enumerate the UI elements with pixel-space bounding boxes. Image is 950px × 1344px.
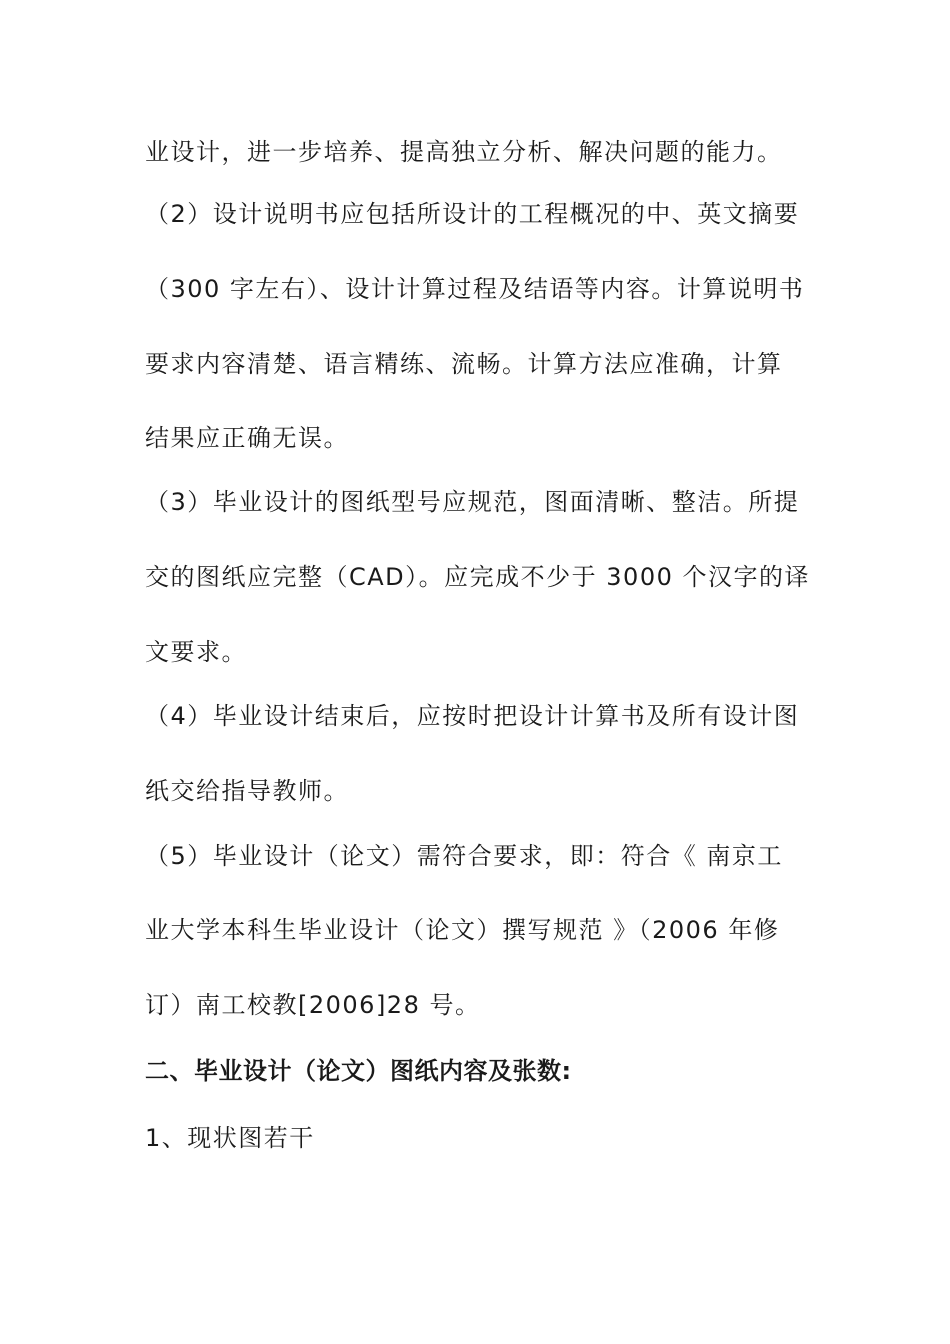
paragraph-5-line-1: （5）毕业设计（论文）需符合要求，即：符合《 南京工	[145, 842, 783, 870]
paragraph-3-line-1: （3）毕业设计的图纸型号应规范，图面清晰、整洁。所提	[145, 488, 800, 516]
paragraph-2-line-2: （300 字左右）、设计计算过程及结语等内容。计算说明书	[145, 275, 805, 303]
list-item-1: 1、现状图若干	[145, 1124, 315, 1152]
paragraph-4-line-2: 纸交给指导教师。	[145, 777, 349, 805]
paragraph-2-line-3: 要求内容清楚、语言精练、流畅。计算方法应准确，计算	[145, 350, 783, 378]
paragraph-1-line-1: 业设计，进一步培养、提高独立分析、解决问题的能力。	[145, 138, 783, 166]
paragraph-4-line-1: （4）毕业设计结束后，应按时把设计计算书及所有设计图	[145, 702, 800, 730]
section-heading: 二、毕业设计（论文）图纸内容及张数:	[145, 1057, 572, 1085]
paragraph-5-line-2: 业大学本科生毕业设计（论文）撰写规范 》（2006 年修	[145, 916, 780, 944]
paragraph-5-line-3: 订）南工校教[2006]28 号。	[145, 991, 481, 1019]
paragraph-3-line-2: 交的图纸应完整（CAD）。应完成不少于 3000 个汉字的译	[145, 563, 810, 591]
paragraph-2-line-1: （2）设计说明书应包括所设计的工程概况的中、英文摘要	[145, 200, 800, 228]
paragraph-2-line-4: 结果应正确无误。	[145, 424, 349, 452]
paragraph-3-line-3: 文要求。	[145, 638, 247, 666]
